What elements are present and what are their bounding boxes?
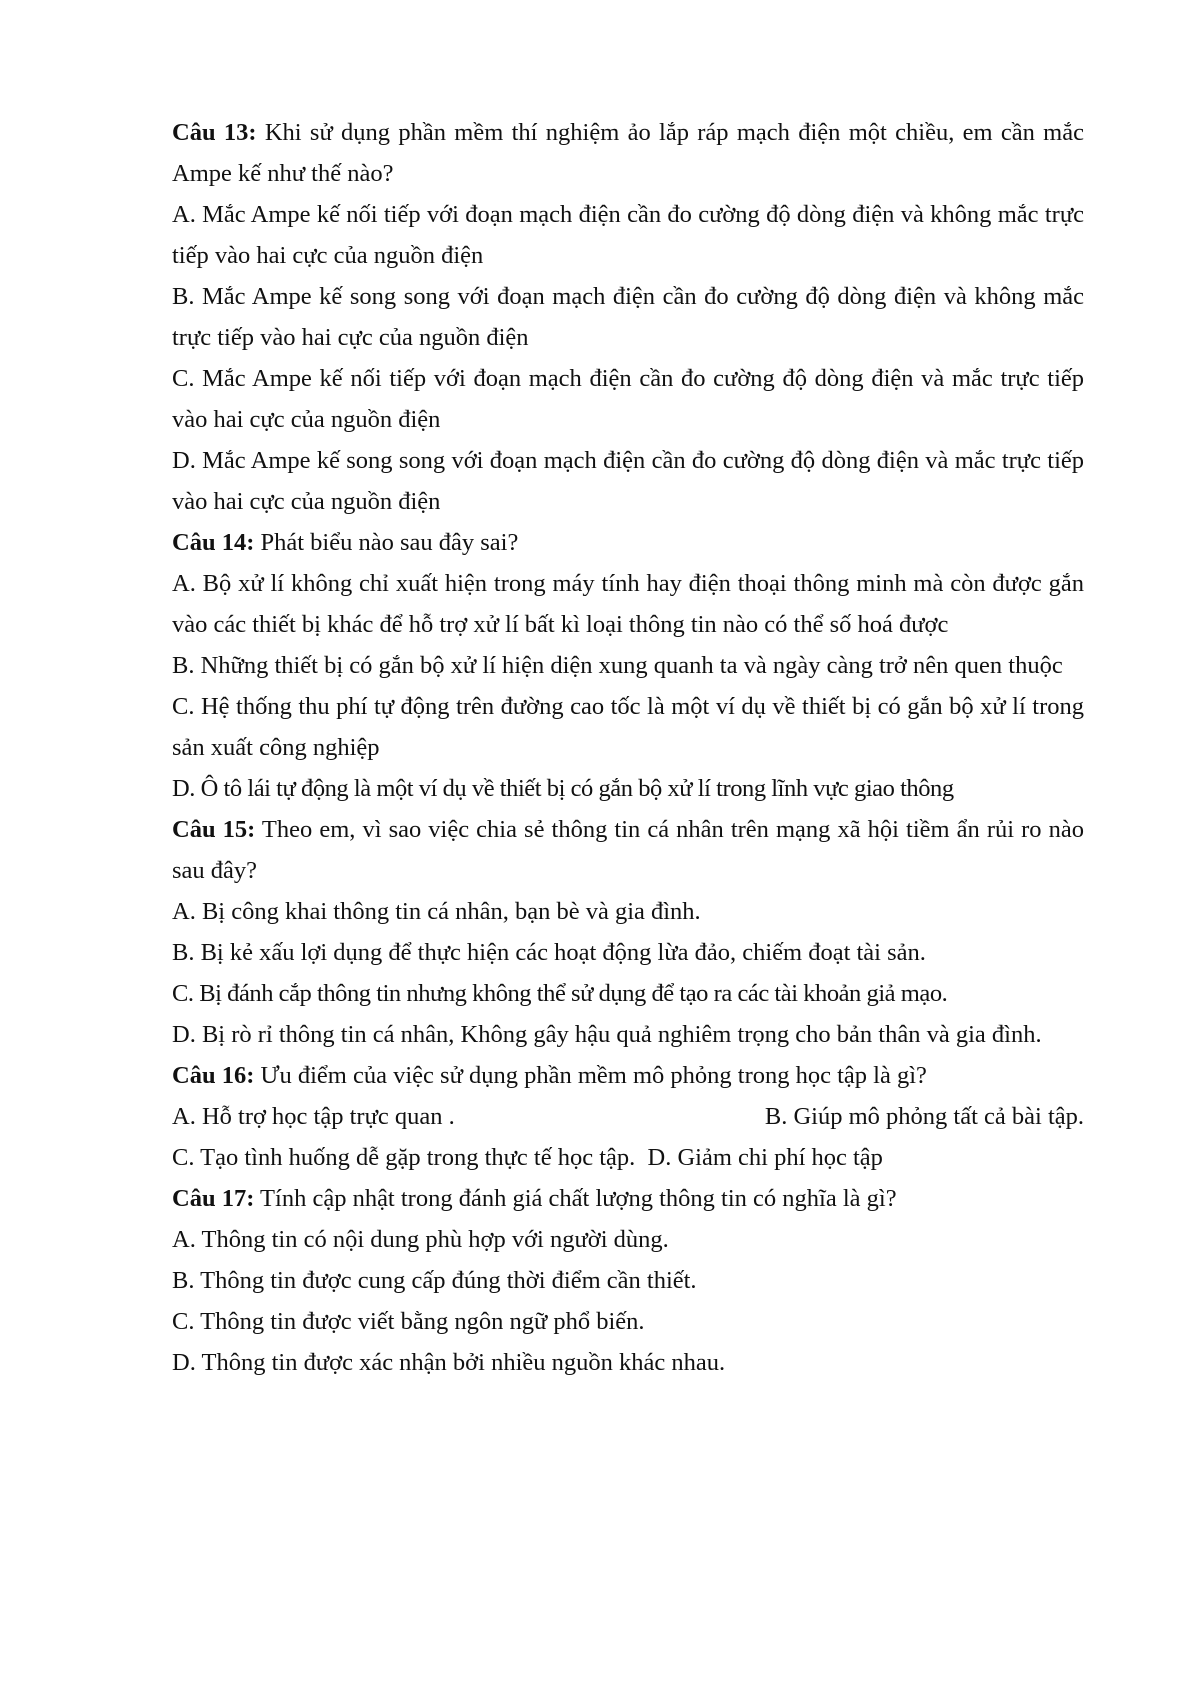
question-14-stem	[172, 522, 1084, 563]
question-13-option-c: C. Mắc Ampe kế nối tiếp với đoạn mạch điện cần đo cường độ dòng điện và mắc trực tiếp vào hai cực của nguồn điện	[172, 365, 1084, 433]
question-15-stem	[172, 809, 1084, 891]
question-15-option-d: D. Bị rò rỉ thông tin cá nhân, Không gây hậu quả nghiêm trọng cho bản thân và gia đình.	[172, 1021, 1042, 1048]
question-15-option-a: A. Bị công khai thông tin cá nhân, bạn bè và gia đình.	[172, 898, 701, 925]
question-17-stem	[172, 1178, 1084, 1219]
question-16-text: Ưu điểm của việc sử dụng phần mềm mô phỏng trong học tập là gì?	[254, 1062, 927, 1089]
question-13-option-b: B. Mắc Ampe kế song song với đoạn mạch điện cần đo cường độ dòng điện và không mắc trực tiếp vào hai cực của nguồn điện	[172, 283, 1084, 351]
question-17-option-b: B. Thông tin được cung cấp đúng thời điểm cần thiết.	[172, 1267, 697, 1294]
question-14-option-c: C. Hệ thống thu phí tự động trên đường cao tốc là một ví dụ về thiết bị có gắn bộ xử lí trong sản xuất công nghiệp	[172, 693, 1084, 761]
question-13-option-a: A. Mắc Ampe kế nối tiếp với đoạn mạch điện cần đo cường độ dòng điện và không mắc trực tiếp vào hai cực của nguồn điện	[172, 201, 1084, 269]
question-17	[172, 1178, 1084, 1383]
question-14-option-a: A. Bộ xử lí không chỉ xuất hiện trong máy tính hay điện thoại thông minh mà còn được gắn vào các thiết bị khác để hỗ trợ xử lí bất kì loại thông tin nào có thể số hoá được	[172, 570, 1084, 638]
question-14-option-b: B. Những thiết bị có gắn bộ xử lí hiện diện xung quanh ta và ngày càng trở nên quen thuộc	[172, 652, 1063, 679]
question-16-option-b: B. Giúp mô phỏng tất cả bài tập.	[764, 1103, 1084, 1130]
question-13-stem	[172, 112, 1084, 194]
question-16-option-c: C. Tạo tình huống dễ gặp trong thực tế học tập.	[172, 1144, 636, 1171]
question-17-option-d: D. Thông tin được xác nhận bởi nhiều nguồn khác nhau.	[172, 1349, 726, 1376]
question-13-label: Câu 13:	[172, 119, 257, 146]
question-15-label: Câu 15:	[172, 816, 256, 843]
question-13-text: Khi sử dụng phần mềm thí nghiệm ảo lắp ráp mạch điện một chiều, em cần mắc Ampe kế như thế nào?	[172, 119, 1084, 187]
question-16-options-row-1	[172, 1096, 1084, 1137]
question-14-text: Phát biểu nào sau đây sai?	[254, 529, 519, 556]
question-17-label: Câu 17:	[172, 1185, 255, 1212]
question-16-option-d: D. Giảm chi phí học tập	[647, 1144, 883, 1171]
question-14-label: Câu 14:	[172, 529, 255, 556]
question-16-options-row-2	[172, 1137, 1084, 1178]
question-16-option-a: A. Hỗ trợ học tập trực quan .	[172, 1103, 455, 1130]
question-16-label: Câu 16:	[172, 1062, 255, 1089]
question-15-text: Theo em, vì sao việc chia sẻ thông tin cá nhân trên mạng xã hội tiềm ẩn rủi ro nào sau đây?	[172, 816, 1084, 884]
question-17-option-c: C. Thông tin được viết bằng ngôn ngữ phổ biến.	[172, 1308, 645, 1335]
document-page	[172, 112, 1084, 1383]
question-15-option-c: C. Bị đánh cắp thông tin nhưng không thể sử dụng để tạo ra các tài khoản giả mạo.	[172, 980, 948, 1007]
question-16	[172, 1055, 1084, 1178]
question-14	[172, 522, 1084, 809]
question-17-text: Tính cập nhật trong đánh giá chất lượng thông tin có nghĩa là gì?	[254, 1185, 897, 1212]
question-15-option-b: B. Bị kẻ xấu lợi dụng để thực hiện các hoạt động lừa đảo, chiếm đoạt tài sản.	[172, 939, 926, 966]
question-13	[172, 112, 1084, 522]
question-14-option-d: D. Ô tô lái tự động là một ví dụ về thiết bị có gắn bộ xử lí trong lĩnh vực giao thông	[172, 775, 954, 802]
question-17-option-a: A. Thông tin có nội dung phù hợp với người dùng.	[172, 1226, 669, 1253]
question-16-stem	[172, 1055, 1084, 1096]
question-13-option-d: D. Mắc Ampe kế song song với đoạn mạch điện cần đo cường độ dòng điện và mắc trực tiếp vào hai cực của nguồn điện	[172, 447, 1084, 515]
question-15	[172, 809, 1084, 1055]
